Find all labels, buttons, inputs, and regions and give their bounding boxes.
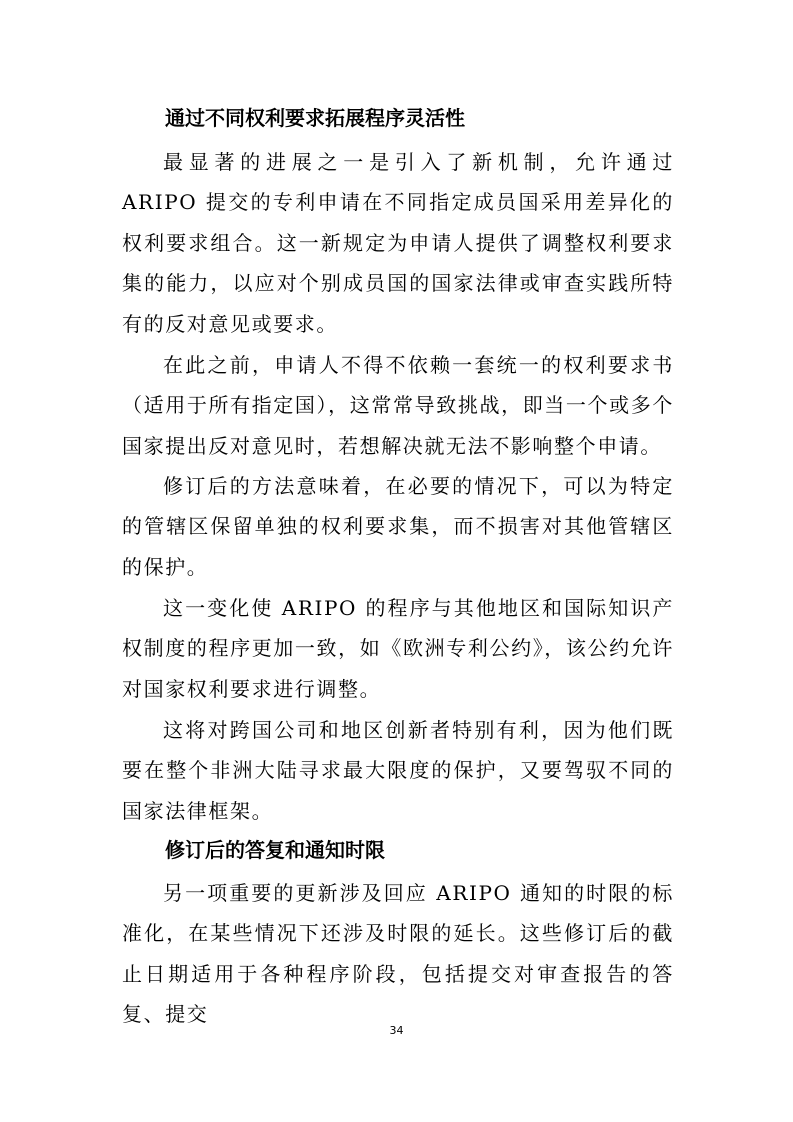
page-number: 34: [389, 1024, 404, 1037]
paragraph-new-mechanism: 最显著的进展之一是引入了新机制，允许通过 ARIPO 提交的专利申请在不同指定成员国采用差异化的权利要求组合。这一新规定为申请人提供了调整权利要求集的能力，以应对个别成员国的国家法律或审查实践所特有的反对意见或要求。: [122, 150, 674, 336]
paragraph-benefits: 这将对跨国公司和地区创新者特别有利，因为他们既要在整个非洲大陆寻求最大限度的保护，又要驾驭不同的国家法律框架。: [122, 718, 674, 823]
paragraph-revised-approach: 修订后的方法意味着，在必要的情况下，可以为特定的管辖区保留单独的权利要求集，而不损害对其他管辖区的保护。: [122, 474, 674, 579]
paragraph-alignment: 这一变化使 ARIPO 的程序与其他地区和国际知识产权制度的程序更加一致，如《欧洲专利公约》，该公约允许对国家权利要求进行调整。: [122, 596, 674, 701]
paragraph-time-limits: 另一项重要的更新涉及回应 ARIPO 通知的时限的标准化，在某些情况下还涉及时限的延长。这些修订后的截止日期适用于各种程序阶段，包括提交对审查报告的答复、提交: [122, 881, 674, 1027]
section-heading-time-limits: 修订后的答复和通知时限: [165, 838, 385, 862]
paragraph-previous-practice: 在此之前，申请人不得不依赖一套统一的权利要求书（适用于所有指定国），这常常导致挑战，即当一个或多个国家提出反对意见时，若想解决就无法不影响整个申请。: [122, 353, 674, 458]
section-heading-flexibility: 通过不同权利要求拓展程序灵活性: [165, 106, 465, 130]
